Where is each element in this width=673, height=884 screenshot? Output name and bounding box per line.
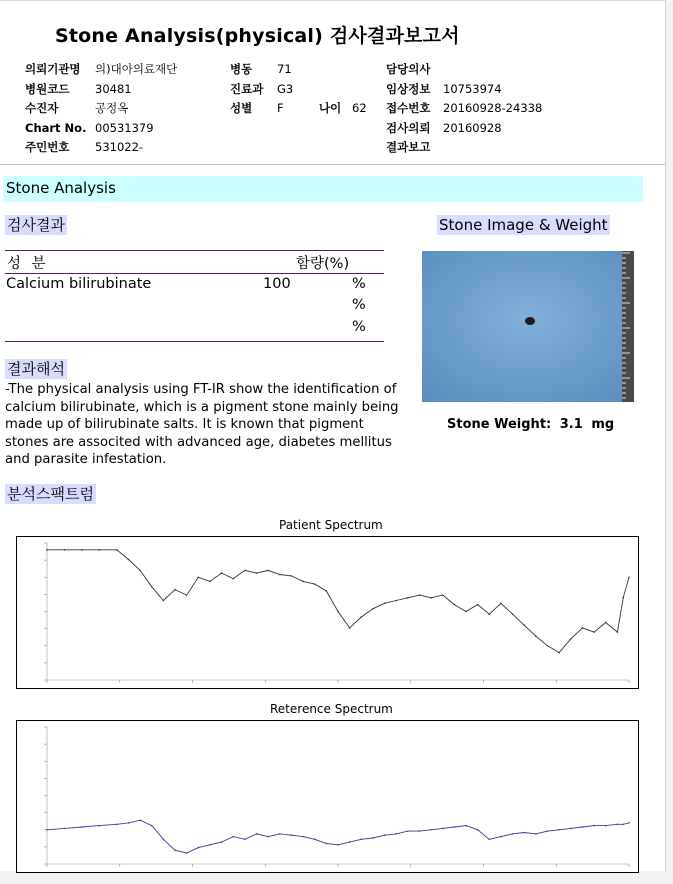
spectrum-point (256, 833, 258, 835)
spectrum-point (558, 829, 560, 831)
spectrum-point (582, 826, 584, 828)
spectrum-point (186, 594, 188, 596)
age-label: 나이 (319, 101, 342, 115)
field-label: 성별 (230, 101, 253, 115)
spectrum-point (99, 825, 101, 827)
spectrum-point (244, 570, 246, 572)
field-label: 담당의사 (386, 62, 431, 76)
spectrum-point (628, 576, 630, 578)
row-component: Calcium bilirubinate (6, 276, 152, 292)
spectrum-point (617, 631, 619, 633)
stone-weight (447, 417, 614, 432)
reference-spectrum-svg (17, 721, 638, 872)
field-value: 531022- (95, 140, 144, 154)
spectrum-point (314, 583, 316, 585)
patient-spectrum-chart (16, 536, 639, 689)
spectrum-point (500, 836, 502, 838)
row-content: 100 (263, 276, 291, 292)
spectrum-point (46, 829, 48, 831)
interpretation-heading: 결과해석 (7, 360, 65, 378)
spectrum-point (384, 602, 386, 604)
spectrum-point (523, 832, 525, 834)
spectrum-point (593, 825, 595, 827)
spectrum-point (209, 844, 211, 846)
spectrum-point (477, 604, 479, 606)
spectrum-point (128, 559, 130, 561)
spectrum-point (360, 839, 362, 841)
field-label: 임상정보 (386, 81, 431, 96)
spectrum-point (419, 594, 421, 596)
spectrum-point (547, 645, 549, 647)
field-value: 00531379 (95, 120, 154, 135)
spectrum-point (139, 570, 141, 572)
spectrum-point (570, 638, 572, 640)
spectrum-point (163, 600, 165, 602)
spectrum-point (198, 576, 200, 578)
spectrum-point (570, 828, 572, 830)
field-label: Chart No. (25, 120, 87, 135)
spectrum-point (582, 627, 584, 629)
spectrum-point (430, 597, 432, 599)
section-title: Stone Analysis (6, 179, 116, 197)
field-value: 20160928-24338 (443, 101, 543, 115)
spectrum-point (174, 589, 176, 591)
spectrum-point (512, 613, 514, 615)
stone-photo (422, 251, 634, 402)
spectrum-point (407, 830, 409, 832)
spectrum-point (407, 597, 409, 599)
spectrum-point (221, 841, 223, 843)
field-label: 결과보고 (386, 140, 431, 154)
header-col-1 (25, 60, 177, 158)
spectrum-point (326, 590, 328, 592)
spectrum-point (465, 825, 467, 827)
section-bar (3, 176, 643, 202)
spectrum-point (291, 834, 293, 836)
field-value: 10753974 (443, 81, 502, 96)
field-label: 접수번호 (386, 101, 431, 115)
spectrum-series-line (47, 550, 629, 653)
spectrum-point (81, 549, 83, 551)
spectrum-point (198, 847, 200, 849)
spectrum-point (628, 822, 630, 824)
field-value: 30481 (95, 81, 132, 96)
spectrum-point (244, 839, 246, 841)
spectrum-point (442, 828, 444, 830)
spectrum-point (547, 830, 549, 832)
spectrum-point (593, 631, 595, 633)
row-unit: % (352, 297, 366, 313)
spectrum-point (372, 837, 374, 839)
field-value: 71 (277, 62, 292, 76)
spectrum-point (558, 652, 560, 654)
table-bottom-rule (5, 341, 384, 342)
spectrum-point (186, 852, 188, 854)
spectrum-point (64, 549, 66, 551)
spectrum-point (151, 825, 153, 827)
spectrum-point (116, 823, 118, 825)
spectrum-point (174, 850, 176, 852)
spectrum-point (221, 572, 223, 574)
spectrum-point (139, 819, 141, 821)
spectrum-point (535, 635, 537, 637)
stone-image-heading: Stone Image & Weight (439, 216, 608, 234)
spectrum-point (477, 829, 479, 831)
spectrum-point (500, 602, 502, 604)
spectrum-point (395, 600, 397, 602)
col-component-header: 성 분 (7, 256, 49, 272)
field-label: 병원코드 (25, 81, 70, 96)
field-value: 공정옥 (95, 101, 129, 115)
spectrum-point (489, 839, 491, 841)
spectrum-point (384, 834, 386, 836)
table-header-rule (5, 273, 384, 274)
field-label: 진료과 (230, 81, 264, 96)
weight-value: 3.1 (559, 417, 583, 432)
spectrum-series-line (47, 820, 629, 853)
spectrum-point (291, 575, 293, 577)
field-label: 수진자 (25, 101, 59, 115)
spectrum-point (454, 604, 456, 606)
spectrum-point (209, 581, 211, 583)
reference-spectrum-chart (16, 720, 639, 873)
spectrum-point (523, 624, 525, 626)
spectrum-point (64, 828, 66, 830)
spectrum-point (326, 843, 328, 845)
row-unit: % (352, 319, 366, 335)
spectrum-point (256, 572, 258, 574)
spectrum-point (267, 570, 269, 572)
spectrum-point (512, 833, 514, 835)
patient-spectrum-title: Patient Spectrum (279, 518, 383, 532)
spectrum-point (116, 549, 118, 551)
spectrum-point (81, 826, 83, 828)
table-top-rule (5, 250, 384, 251)
field-value: 의)대아의료재단 (95, 62, 178, 76)
spectrum-point (489, 613, 491, 615)
spectrum-point (128, 822, 130, 824)
patient-spectrum-svg (17, 537, 638, 688)
spectrum-point (395, 833, 397, 835)
age-value: 62 (352, 101, 367, 115)
spectrum-point (314, 839, 316, 841)
field-value: F (277, 101, 284, 115)
spectrum-point (337, 844, 339, 846)
scale-ruler (622, 251, 634, 402)
header-col-2 (230, 60, 367, 119)
field-label: 주민번호 (25, 140, 70, 154)
spectrum-point (267, 836, 269, 838)
spectrum-point (465, 611, 467, 613)
weight-unit: mg (591, 417, 615, 432)
spectrum-point (46, 549, 48, 551)
field-label: 병동 (230, 62, 253, 76)
report-title: Stone Analysis(physical) 검사결과보고서 (55, 25, 460, 47)
spectrum-heading: 분석스팩트럼 (7, 485, 94, 503)
spectrum-point (232, 836, 234, 838)
spectrum-point (279, 833, 281, 835)
spectrum-point (360, 616, 362, 618)
header-divider (0, 164, 665, 165)
stone-photo-graphic (422, 251, 634, 402)
spectrum-point (372, 608, 374, 610)
spectrum-point (337, 611, 339, 613)
spectrum-point (151, 586, 153, 588)
spectrum-point (605, 622, 607, 624)
results-heading: 검사결과 (7, 216, 65, 234)
spectrum-point (419, 830, 421, 832)
spectrum-point (535, 833, 537, 835)
stone-speck (525, 317, 535, 325)
field-value: G3 (277, 81, 294, 96)
spectrum-point (232, 578, 234, 580)
field-label: 의뢰기관명 (25, 62, 81, 76)
spectrum-point (349, 627, 351, 629)
header-col-3 (386, 60, 542, 158)
spectrum-point (605, 825, 607, 827)
spectrum-point (99, 549, 101, 551)
spectrum-point (442, 594, 444, 596)
spectrum-point (349, 841, 351, 843)
spectrum-point (302, 581, 304, 583)
spectrum-point (622, 597, 624, 599)
col-content-header: 함량(%) (296, 256, 350, 272)
spectrum-point (302, 836, 304, 838)
spectrum-point (430, 829, 432, 831)
spectrum-point (163, 839, 165, 841)
interpretation-text: -The physical analysis using FT-IR show the identification of calcium bilirubinate, which is a pigment stone mainly being made up of bilirubinate salts. It is known that pigment stones are associted with advanced age, diabetes mellitus and parasite infestation. (5, 382, 399, 468)
spectrum-point (279, 574, 281, 576)
weight-label: Stone Weight: (447, 417, 552, 432)
reference-spectrum-title: Reterence Spectrum (270, 702, 393, 716)
spectrum-point (617, 823, 619, 825)
spectrum-point (454, 826, 456, 828)
row-unit: % (352, 276, 366, 292)
field-value: 20160928 (443, 120, 502, 135)
spectrum-point (622, 823, 624, 825)
field-label: 검사의뢰 (386, 120, 431, 135)
